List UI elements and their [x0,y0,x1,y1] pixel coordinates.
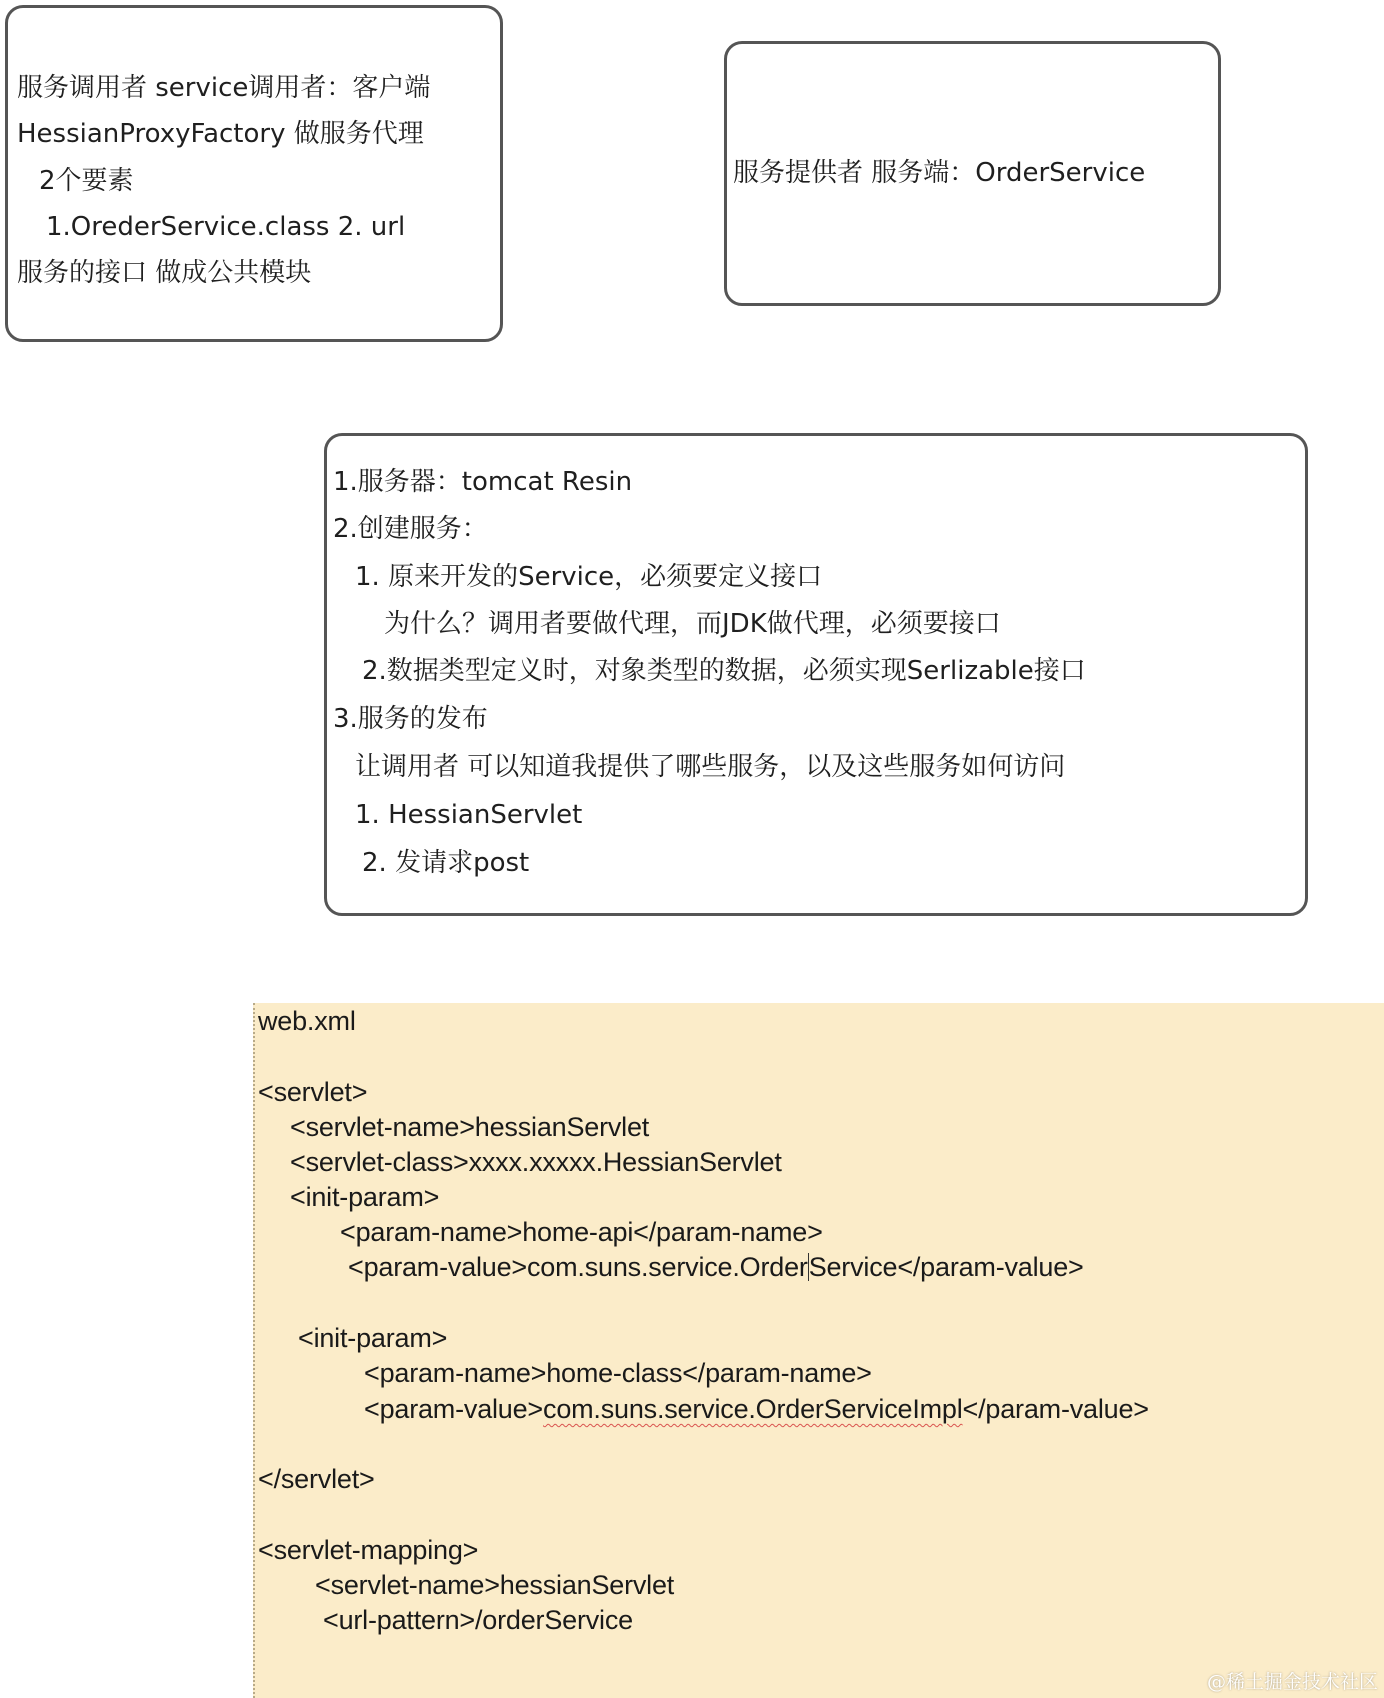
param-value-1-part-a: <param-value>com.suns.service.Order [348,1252,808,1282]
code-line-servlet-close: </servlet> [258,1464,375,1494]
param-value-2-class: com.suns.service.OrderServiceImpl [543,1394,963,1424]
code-line-param-value-2 [364,1393,1149,1425]
steps-line-3: 1. 原来开发的Service，必须要定义接口 [355,562,823,592]
steps-line-8: 1. HessianServlet [355,800,583,830]
code-line-servlet-name: <servlet-name>hessianServlet [290,1112,650,1142]
code-line-init-param-2: <init-param> [298,1323,448,1353]
client-line-3: 2个要素 [39,166,134,196]
param-value-1-part-b: Service</param-value> [808,1252,1084,1282]
code-line-url-pattern: <url-pattern>/orderService [323,1605,633,1635]
client-line-2: HessianProxyFactory 做服务代理 [17,119,424,149]
code-line-mapping-servlet-name: <servlet-name>hessianServlet [315,1570,675,1600]
steps-line-9: 2. 发请求post [362,848,530,878]
steps-line-2: 2.创建服务： [333,514,488,544]
client-line-1: 服务调用者 service调用者：客户端 [17,73,431,103]
steps-line-5: 2.数据类型定义时，对象类型的数据，必须实现Serlizable接口 [362,656,1086,686]
code-line-web-xml: web.xml [258,1006,356,1036]
code-line-servlet-open: <servlet> [258,1077,368,1107]
code-line-servlet-mapping: <servlet-mapping> [258,1535,479,1565]
code-panel [253,1003,1384,1698]
param-value-2-open: <param-value> [364,1394,544,1424]
steps-line-6: 3.服务的发布 [333,704,488,734]
param-value-2-close: </param-value> [962,1394,1149,1424]
steps-line-4: 为什么？调用者要做代理，而JDK做代理，必须要接口 [384,609,1001,639]
code-line-param-name-2: <param-name>home-class</param-name> [364,1358,872,1388]
watermark: @稀土掘金技术社区 [1206,1671,1378,1693]
client-line-4: 1.OrederService.class 2. url [46,212,406,242]
client-box [5,5,503,342]
code-line-servlet-class: <servlet-class>xxxx.xxxxx.HessianServlet [290,1147,782,1177]
client-line-5: 服务的接口 做成公共模块 [17,258,312,288]
steps-box [324,433,1308,916]
server-box [724,41,1221,306]
server-line: 服务提供者 服务端：OrderService [733,158,1146,188]
steps-line-7: 让调用者 可以知道我提供了哪些服务，以及这些服务如何访问 [355,752,1066,782]
code-line-param-name-1: <param-name>home-api</param-name> [340,1217,823,1247]
code-line-init-param-1: <init-param> [290,1182,440,1212]
code-line-param-value-1 [348,1251,1084,1283]
steps-line-1: 1.服务器：tomcat Resin [333,467,633,497]
